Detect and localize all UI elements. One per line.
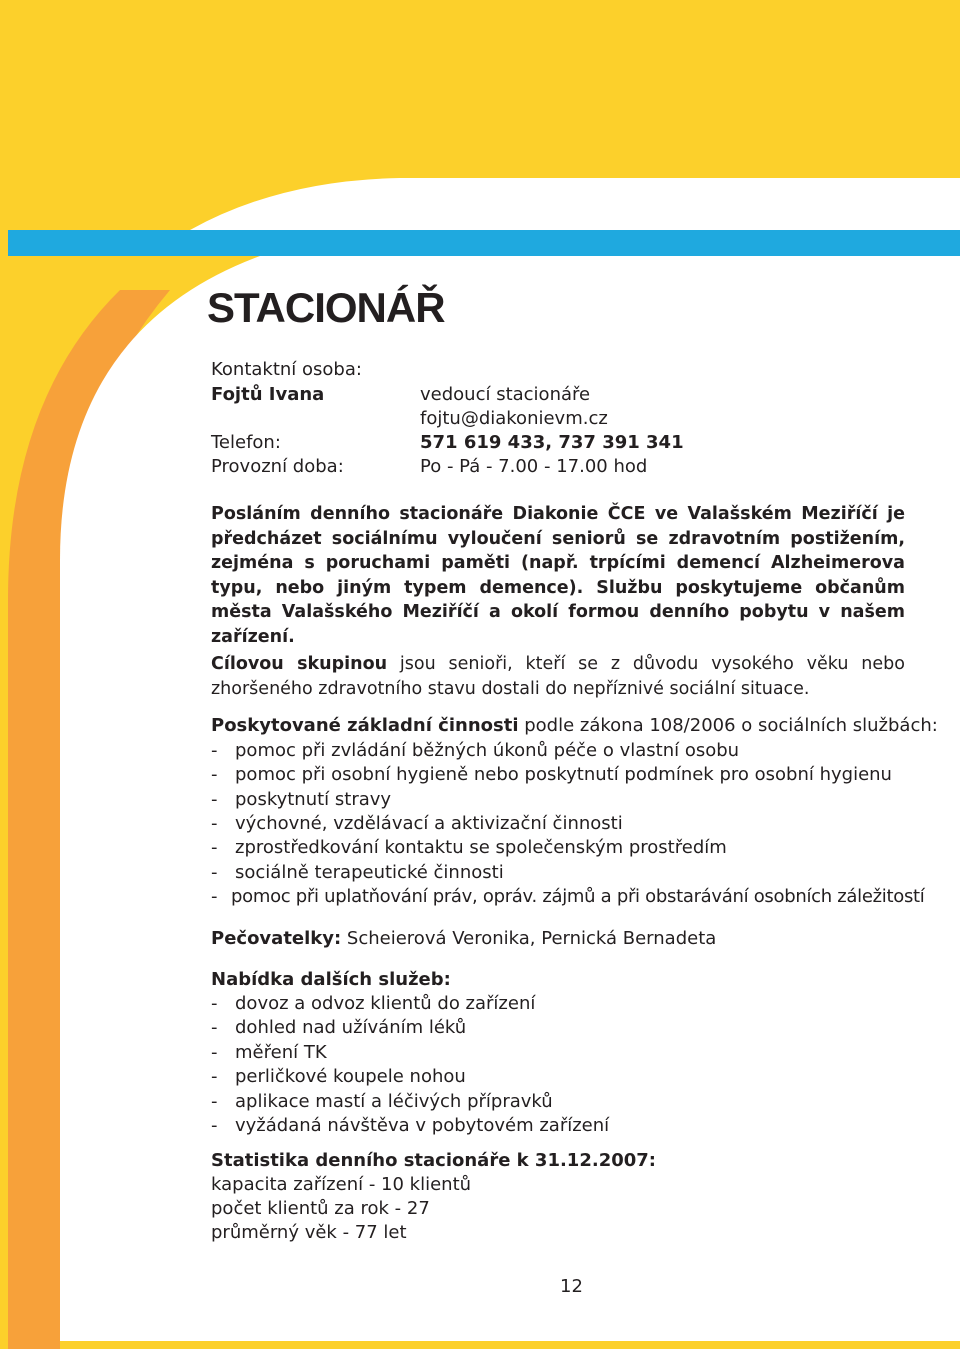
- extra-item: aplikace mastí a léčivých přípravků: [235, 1091, 553, 1112]
- list-item: - dohled nad užíváním léků: [211, 1017, 467, 1038]
- list-item: - pomoc při uplatňování práv, opráv. zájmů a při obstarávání osobních záležitostí: [211, 886, 925, 907]
- hours-value: Po - Pá - 7.00 - 17.00 hod: [420, 456, 648, 477]
- stats-line: průměrný věk - 77 let: [211, 1222, 407, 1243]
- caregivers-names: Scheierová Veronika, Pernická Bernadeta: [341, 928, 717, 949]
- service-item: pomoc při uplatňování práv, opráv. zájmů a při obstarávání osobních záležitostí: [231, 886, 925, 907]
- stats-heading: Statistika denního stacionáře k 31.12.2007:: [211, 1150, 656, 1171]
- contact-email[interactable]: fojtu@diakonievm.cz: [420, 408, 608, 429]
- target-heading: Cílovou skupinou: [211, 654, 388, 674]
- list-item: - perličkové koupele nohou: [211, 1066, 466, 1087]
- contact-role: vedoucí stacionáře: [420, 384, 591, 405]
- target-paragraph: [211, 652, 905, 701]
- phone-value: 571 619 433, 737 391 341: [420, 432, 684, 453]
- extra-item: měření TK: [235, 1042, 327, 1063]
- extra-item: dohled nad užíváním léků: [235, 1017, 467, 1038]
- service-item: zprostředkování kontaktu se společenským prostředím: [235, 837, 727, 858]
- stats-line: počet klientů za rok - 27: [211, 1198, 430, 1219]
- service-item: poskytnutí stravy: [235, 789, 392, 810]
- hours-label: Provozní doba:: [211, 456, 344, 477]
- page-title: STACIONÁŘ: [207, 284, 445, 331]
- list-item: - dovoz a odvoz klientů do zařízení: [211, 993, 536, 1014]
- service-item: pomoc při osobní hygieně nebo poskytnutí podmínek pro osobní hygienu: [235, 764, 892, 785]
- list-item: - pomoc při zvládání běžných úkonů péče o vlastní osobu: [211, 740, 740, 761]
- extra-item: vyžádaná návštěva v pobytovém zařízení: [235, 1115, 610, 1136]
- services-heading-line: [211, 714, 938, 738]
- list-item: - vyžádaná návštěva v pobytovém zařízení: [211, 1115, 610, 1136]
- caregivers-line: [211, 927, 716, 951]
- service-item: výchovné, vzdělávací a aktivizační činnosti: [235, 813, 623, 834]
- service-item: sociálně terapeutické činnosti: [235, 862, 504, 883]
- list-item: - poskytnutí stravy: [211, 789, 392, 810]
- extra-item: dovoz a odvoz klientů do zařízení: [235, 993, 536, 1014]
- services-heading: Poskytované základní činnosti: [211, 715, 519, 736]
- extra-item: perličkové koupele nohou: [235, 1066, 466, 1087]
- contact-name: Fojtů Ivana: [211, 384, 325, 405]
- list-item: - výchovné, vzdělávací a aktivizační činnosti: [211, 813, 623, 834]
- target-text: jsou senioři, kteří se z důvodu vysokého věku nebo zhoršeného zdravotního stavu dostali do nepříznivé sociální situace.: [211, 654, 905, 699]
- blue-band: [8, 230, 960, 256]
- phone-label: Telefon:: [211, 432, 281, 453]
- mission-paragraph: Posláním denního stacionáře Diakonie ČCE ve Valašském Meziříčí je předcházet sociálnímu vyloučení seniorů se zdravotním postižením, zejména s poruchami paměti (např. trpícími demencí Alzheimerova typu, nebo jiným typem demence). Službu poskytujeme občanům města Valašského Meziříčí a okolí formou denního pobytu v našem zařízení.: [211, 504, 905, 647]
- list-item: - zprostředkování kontaktu se společenským prostředím: [211, 837, 727, 858]
- list-item: - sociálně terapeutické činnosti: [211, 862, 504, 883]
- service-item: pomoc při zvládání běžných úkonů péče o vlastní osobu: [235, 740, 740, 761]
- list-item: - aplikace mastí a léčivých přípravků: [211, 1091, 553, 1112]
- caregivers-heading: Pečovatelky:: [211, 928, 342, 949]
- page-number: 12: [560, 1276, 583, 1297]
- extra-heading: Nabídka dalších služeb:: [211, 969, 451, 990]
- contact-label: Kontaktní osoba:: [211, 359, 362, 380]
- list-item: - měření TK: [211, 1042, 327, 1063]
- stats-line: kapacita zařízení - 10 klientů: [211, 1174, 472, 1195]
- services-intro: podle zákona 108/2006 o sociálních službách:: [518, 715, 938, 736]
- white-curve-top: [190, 178, 960, 230]
- list-item: - pomoc při osobní hygieně nebo poskytnutí podmínek pro osobní hygienu: [211, 764, 892, 785]
